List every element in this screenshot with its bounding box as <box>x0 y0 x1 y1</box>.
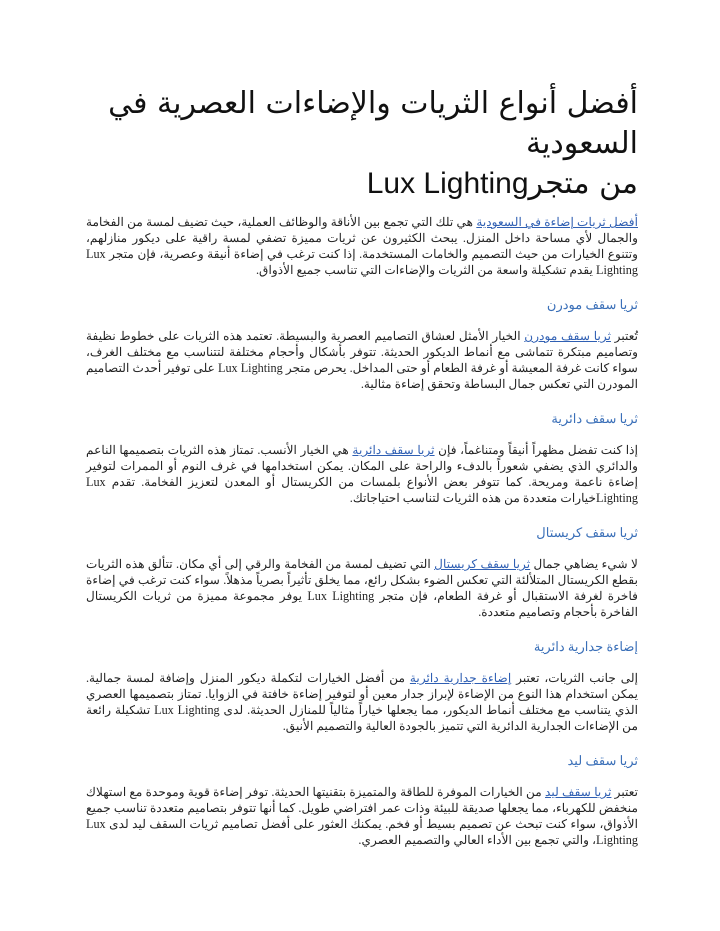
section-modern <box>86 296 638 392</box>
title-arabic-part: من متجر <box>528 166 638 201</box>
intro-link[interactable]: أفضل ثريات إضاءة في السعودية <box>476 215 638 229</box>
paragraph-link[interactable]: ثريا سقف ليد <box>545 785 612 799</box>
section-crystal <box>86 524 638 620</box>
section-heading: ثريا سقف دائرية <box>551 411 638 426</box>
paragraph-text-before: تعتبر <box>611 785 638 799</box>
paragraph-link[interactable]: ثريا سقف دائرية <box>352 443 435 457</box>
paragraph-text-before: إلى جانب الثريات، تعتبر <box>511 671 638 685</box>
paragraph-text-after: هي الخيار الأنسب. تمتاز هذه الثريات بتصميمها الناعم والدائري الذي يضفي شعوراً بالدفء والراحة على المكان. يمكن استخدامها في غرف النوم أو الممرات لتوفير إضاءة ناعمة ومريحة. كما تتوفر بعض الأنواع بلمسات من الكريستال أو المعدن لتعزيز الفخامة. تقدم Lux Lightingخيارات متعددة من هذه الثريات لتناسب احتياجاتك. <box>86 443 638 505</box>
section-led <box>86 752 638 848</box>
document-title <box>86 84 638 204</box>
intro-paragraph <box>86 214 638 278</box>
section-paragraph <box>86 670 638 734</box>
section-paragraph <box>86 328 638 392</box>
section-paragraph <box>86 556 638 620</box>
paragraph-text-after: من الخيارات الموفرة للطاقة والمتميزة بتقنيتها الحديثة. توفر إضاءة قوية وموحدة مع استهلاك منخفض للكهرباء، مما يجعلها صديقة للبيئة وذات عمر افتراضي طويل. كما أنها تتوفر بتصاميم متعددة تناسب جميع الأذواق، سواء كنت تبحث عن تصميم بسيط أو فخم. يمكنك العثور على أفضل تصاميم ثريات السقف ليد لدى Lux Lighting، والتي تجمع بين الأداء العالي والتصميم العصري. <box>86 785 638 847</box>
section-heading: ثريا سقف مودرن <box>546 297 638 312</box>
section-heading: ثريا سقف ليد <box>567 753 638 768</box>
section-round <box>86 410 638 506</box>
section-paragraph <box>86 784 638 848</box>
paragraph-text-before: لا شيء يضاهي جمال <box>530 557 638 571</box>
section-paragraph <box>86 442 638 506</box>
paragraph-text-before: إذا كنت تفضل مظهراً أنيقاً ومتناغماً، فإن <box>434 443 638 457</box>
paragraph-link[interactable]: إضاءة جدارية دائرية <box>409 671 512 685</box>
title-line-1: أفضل أنواع الثريات والإضاءات العصرية في السعودية <box>108 86 638 161</box>
paragraph-link[interactable]: ثريا سقف مودرن <box>524 329 611 343</box>
paragraph-text-after: من أفضل الخيارات لتكملة ديكور المنزل وإضافة لمسة جمالية. يمكن استخدام هذا النوع من الإضاءة لإبراز جدار معين أو لتوفير إضاءة خافتة في الزوايا. تمتاز بتصميمها العصري الذي يتناسب مع مختلف أنماط الديكور، مما يجعلها خياراً مثالياً للمنازل الحديثة. لدى Lux Lighting تشكيلة رائعة من الإضاءات الجدارية الدائرية التي تتميز بالجودة العالية والتصميم الأنيق. <box>86 671 638 733</box>
paragraph-text-after: الخيار الأمثل لعشاق التصاميم العصرية والبسيطة. تعتمد هذه الثريات على خطوط نظيفة وتصاميم مبتكرة تتماشى مع أنماط الديكور الحديثة. تتوفر بأشكال وأحجام مختلفة لتتناسب مع مختلف الغرف، سواء كانت غرفة المعيشة أو غرفة الطعام أو حتى المداخل. يحرص متجر Lux Lighting على توفير أحدث التصاميم المودرن التي تعكس جمال البساطة وتحقق إضاءة مثالية. <box>86 329 638 391</box>
document-page <box>86 84 638 866</box>
paragraph-text-after: التي تضيف لمسة من الفخامة والرقي إلى أي مكان. تتألق هذه الثريات بقطع الكريستال المتلألئة التي تعكس الضوء بشكل رائع، مما يخلق تأثيراً بصرياً مذهلاً. سواء كنت ترغب في إضاءة فاخرة لغرفة الاستقبال أو غرفة الطعام، فإن متجر Lux Lighting يوفر مجموعة مميزة من ثريات الكريستال الفاخرة بأحجام وتصاميم متعددة. <box>86 557 638 619</box>
paragraph-text-before: تُعتبر <box>610 329 639 343</box>
section-wall-light <box>86 638 638 734</box>
title-brand-name: Lux Lighting <box>366 167 529 200</box>
title-line-2 <box>367 166 638 201</box>
paragraph-link[interactable]: ثريا سقف كريستال <box>434 557 531 571</box>
section-heading: ثريا سقف كريستال <box>536 525 638 540</box>
intro-text: هي تلك التي تجمع بين الأناقة والوظائف العملية، حيث تضيف لمسة من الفخامة والجمال لأي مساحة داخل المنزل. يبحث الكثيرون عن ثريات مميزة تضفي لمسة راقية على ديكور منازلهم، وتتنوع الخيارات من حيث التصميم والخامات المستخدمة. إذا كنت ترغب في إضاءة أنيقة وعصرية، فإن متجر Lux Lighting يقدم تشكيلة واسعة من الثريات والإضاءات التي تناسب جميع الأذواق. <box>86 215 638 277</box>
section-heading: إضاءة جدارية دائرية <box>533 639 638 654</box>
